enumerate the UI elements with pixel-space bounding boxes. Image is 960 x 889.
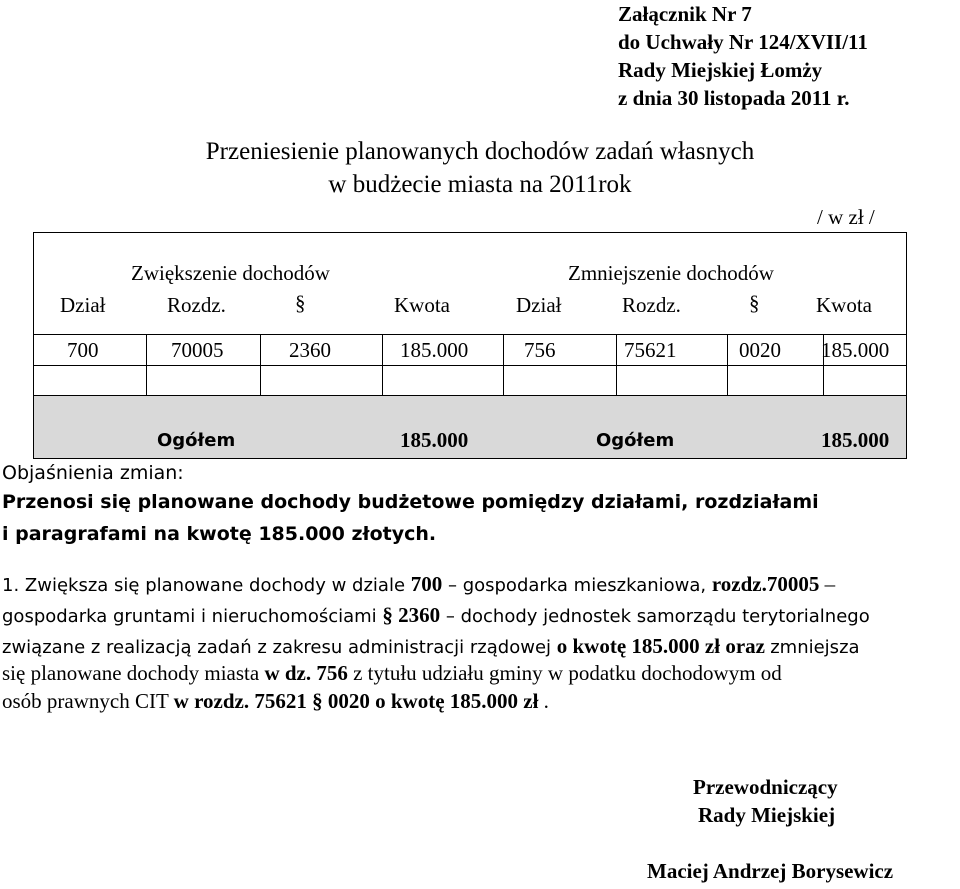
annex-block [618, 0, 868, 112]
row-dzial-right: 756 [524, 338, 556, 362]
explanation-heading: Objaśnienia zmian: [2, 462, 184, 484]
col-kwota-right: Kwota [816, 293, 872, 317]
annex-council: Rady Miejskiej Łomży [618, 58, 823, 82]
col-paragraph-left: § [295, 291, 306, 315]
signature-role-line2: Rady Miejskiej [698, 803, 836, 827]
row-rozdz-left: 70005 [171, 338, 224, 362]
paragraph-line5: osób prawnych CIT w rozdz. 75621 § 0020 o kwotę 185.000 zł . [2, 689, 549, 713]
paragraph-line2: gospodarka gruntami i nieruchomościami § 2360 – dochody jednostek samorządu terytorialnego [2, 603, 870, 627]
total-label-right: Ogółem [596, 430, 675, 451]
decrease-header: Zmniejszenie dochodów [568, 261, 774, 285]
explanation-line1: Przenosi się planowane dochody budżetowe pomiędzy działami, rozdziałami [2, 491, 819, 513]
row-paragraph-right: 0020 [739, 338, 781, 362]
explanation-line2: i paragrafami na kwotę 185.000 złotych. [2, 523, 437, 545]
col-paragraph-right: § [749, 291, 760, 315]
paragraph-line3: związane z realizacją zadań z zakresu administracji rządowej o kwotę 185.000 zł oraz zmniejsza [2, 634, 860, 658]
total-value-right: 185.000 [821, 428, 890, 452]
total-label-left: Ogółem [157, 430, 236, 451]
table-row-empty [33, 365, 907, 396]
signature-name: Maciej Andrzej Borysewicz [647, 859, 894, 883]
signature-role-line1: Przewodniczący [693, 775, 838, 799]
paragraph-line4: się planowane dochody miasta w dz. 756 z tytułu udziału gminy w podatku dochodowym od [2, 661, 782, 685]
row-paragraph-left: 2360 [289, 338, 331, 362]
col-rozdz-left: Rozdz. [167, 293, 226, 317]
paragraph-line1: 1. Zwiększa się planowane dochody w dziale 700 – gospodarka mieszkaniowa, rozdz.70005 – [2, 572, 836, 596]
document-title-line2: w budżecie miasta na 2011rok [328, 171, 632, 198]
annex-title: Załącznik Nr 7 [618, 2, 752, 26]
document-title-line1: Przeniesienie planowanych dochodów zadań własnych [205, 138, 755, 165]
total-value-left: 185.000 [400, 428, 469, 452]
budget-transfer-table [33, 232, 907, 459]
increase-header: Zwiększenie dochodów [131, 261, 330, 285]
annex-resolution: do Uchwały Nr 124/XVII/11 [618, 30, 868, 54]
row-dzial-left: 700 [67, 338, 99, 362]
col-dzial-left: Dział [60, 293, 106, 317]
annex-date: z dnia 30 listopada 2011 r. [618, 86, 850, 110]
row-kwota-right: 185.000 [821, 338, 890, 362]
row-kwota-left: 185.000 [400, 338, 469, 362]
col-rozdz-right: Rozdz. [622, 293, 681, 317]
col-dzial-right: Dział [516, 293, 562, 317]
row-rozdz-right: 75621 [624, 338, 677, 362]
unit-label: / w zł / [817, 205, 875, 229]
col-kwota-left: Kwota [394, 293, 450, 317]
